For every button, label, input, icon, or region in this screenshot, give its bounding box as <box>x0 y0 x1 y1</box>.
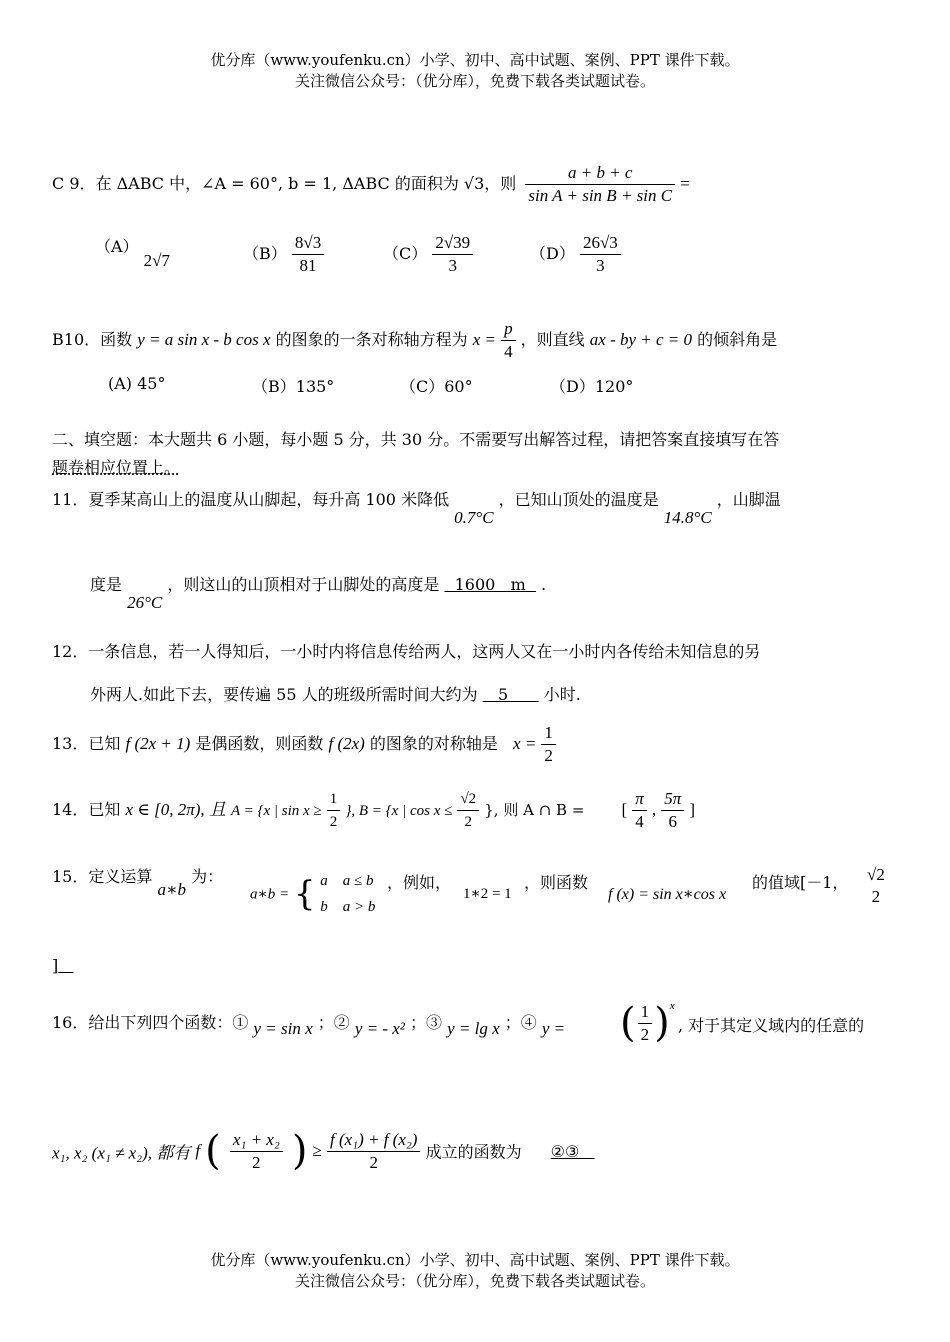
question-11-cont <box>90 572 547 612</box>
q15-operator: a∗b <box>157 880 187 899</box>
q12-line2b: 小时. <box>543 685 581 704</box>
q9-stem: C 9．在 ΔABC 中，∠A = 60°, b = 1, ΔABC 的面积为 √3，则 <box>52 174 517 193</box>
q14-set-b-num: √2 <box>457 788 479 811</box>
q16-rhs-num: f (x₁) + f (x₂) <box>327 1129 420 1152</box>
q12-line1: 12．一条信息，若一人得知后，一小时内将信息传给两人，这两人又在一小时内各传给未知信息的另 <box>52 642 761 661</box>
question-15 <box>52 864 224 899</box>
q12-line2 <box>90 682 581 705</box>
question-16 <box>52 1010 566 1038</box>
q10-axis-frac <box>501 318 516 363</box>
question-13 <box>52 722 556 767</box>
q14-domain: x ∈ [0, 2π), 且 <box>125 800 226 819</box>
q14-text1: 14．已知 <box>52 800 121 819</box>
q9-fraction-den: sin A + sin B + sin C <box>528 186 673 205</box>
q14-answer-num1: π <box>632 788 647 811</box>
q9-option-d-frac <box>580 232 621 277</box>
q14-set-a-den: 2 <box>329 814 338 830</box>
q11-text3: ，山脚温 <box>716 490 781 509</box>
q16-end: 成立的函数为 <box>425 1142 522 1162</box>
q16-f3: y = lg x <box>447 1019 500 1038</box>
q15-close <box>52 956 74 975</box>
q16-rhs-den: 2 <box>369 1152 378 1172</box>
q9-option-d <box>530 232 621 277</box>
q14-answer-num2: 5π <box>661 788 684 811</box>
q16-tail: , 对于其定义域内的任意的 <box>678 1016 865 1035</box>
page-header-line1: 优分库（www.youfenku.cn）小学、初中、高中试题、案例、PPT 课件下载。 <box>210 51 740 69</box>
q11-value-top: 14.8°C <box>663 508 712 527</box>
q10-mid2: ，则直线 <box>520 330 585 349</box>
q16-f4-den: 2 <box>640 1024 650 1044</box>
q16-ineq-ge: ≥ <box>312 1141 322 1160</box>
q11-text1: 11．夏季某高山上的温度从山脚起，每升高 100 米降低 <box>52 490 450 509</box>
q14-set-a-frac <box>327 788 341 833</box>
q9-option-c-num: 2√39 <box>432 232 473 255</box>
q15-answer-num: √2 <box>867 865 885 884</box>
q9-option-b-den: 81 <box>299 256 317 275</box>
q9-option-d-key: （D） <box>530 244 575 263</box>
q13-answer-den: 2 <box>544 746 553 765</box>
q13-text2: 是偶函数，则函数 <box>195 734 324 753</box>
q15-function: f (x) = sin x∗cos x <box>608 886 727 903</box>
q10-function: y = a sin x - b cos x <box>137 330 271 349</box>
q15-text5: 的值域[－1， <box>752 873 849 892</box>
q10-axis-den: 4 <box>504 342 513 361</box>
q14-tail: }, 则 A ∩ B = <box>484 801 585 819</box>
question-16-cont: x₁, x₂ (x₁ ≠ x₂), 都有 f ( $\frac{\text{x₁ + x₂}}{2}$ ) ≥ $\frac{\text{f (x₁) + f (x₂)}}{2}$ 成立的函数为 ②③ <box>52 1128 595 1174</box>
page-footer-line2: 关注微信公众号：（优分库），免费下载各类试题试卷。 <box>294 1272 655 1290</box>
q15-def-lhs: a∗b = <box>250 886 290 903</box>
q15-close-bracket: ] <box>52 956 59 975</box>
q13-text1: 13．已知 <box>52 734 121 753</box>
q9-option-c-frac <box>432 232 473 277</box>
q15-example: 1∗2 = 1 <box>463 886 512 902</box>
q9-option-c <box>383 232 473 277</box>
q16-ineq-num: x₁ + x₂ <box>230 1129 283 1152</box>
q10-prefix: B10．函数 <box>52 330 133 349</box>
q16-sep2: ；② <box>317 1013 350 1032</box>
q15-definition <box>250 868 375 920</box>
q9-equals: = <box>680 174 690 193</box>
q11-end: . <box>541 575 547 594</box>
q9-option-b-frac <box>292 232 324 277</box>
q15-case1: a a ≤ b <box>320 873 374 889</box>
q14-set-a: A = {x | sin x ≥ <box>231 803 322 819</box>
q9-option-b <box>243 232 324 277</box>
q10-option-d: （D）120° <box>550 377 634 396</box>
q11-text5: ，则这山的山顶相对于山脚处的高度是 <box>167 575 440 594</box>
q9-option-b-num: 8√3 <box>292 232 324 255</box>
q16-condition: x₁, x₂ (x₁ ≠ x₂), 都有 <box>52 1143 191 1163</box>
q11-value-drop: 0.7°C <box>454 508 494 527</box>
q14-answer-den1: 4 <box>635 812 644 831</box>
q16-f4-exp: x <box>669 1000 675 1012</box>
q16-answer: ②③ <box>550 1141 595 1161</box>
q13-f1: f (2x + 1) <box>125 734 191 753</box>
q9-option-b-key: （B） <box>243 244 287 263</box>
q14-set-b: }, B = {x | cos x ≤ <box>345 803 453 819</box>
q11-text4: 度是 <box>90 575 123 594</box>
q10-axis-num: p <box>501 318 516 341</box>
q16-sep3: ；③ <box>410 1013 443 1032</box>
section-2-line1: 二、填空题：本大题共 6 小题，每小题 5 分，共 30 分。不需要写出解答过程，请把答案直接填写在答 <box>52 430 780 449</box>
q9-option-d-num: 26√3 <box>580 232 621 255</box>
q16-ineq-f: f <box>195 1141 201 1160</box>
q9-option-c-key: （C） <box>383 244 428 263</box>
q13-answer-lhs: x = <box>513 734 537 753</box>
q10-option-c: （C）60° <box>400 377 473 396</box>
q16-sep4: ；④ <box>504 1013 537 1032</box>
q12-answer: 5 <box>482 685 539 704</box>
q15-answer-blank <box>58 956 73 975</box>
q14-answer-den2: 6 <box>668 812 678 831</box>
q13-answer-frac <box>541 722 556 767</box>
q11-text2: ，已知山顶处的温度是 <box>498 490 659 509</box>
q16-f1: y = sin x <box>253 1019 313 1038</box>
q13-answer-num: 1 <box>541 722 556 745</box>
q13-f2: f (2x) <box>328 734 365 753</box>
q9-option-a <box>95 234 170 270</box>
q14-set-b-frac <box>457 788 479 833</box>
page-footer-line1: 优分库（www.youfenku.cn）小学、初中、高中试题、案例、PPT 课件下载。 <box>210 1251 740 1269</box>
question-9 <box>52 162 690 207</box>
q14-answer-frac2 <box>661 788 684 833</box>
q14-answer-comma: , <box>651 800 657 819</box>
q16-f4-lhs: y = <box>541 1019 566 1038</box>
q14-answer-open: [ <box>621 800 628 819</box>
q11-answer: 1600 m <box>444 575 536 594</box>
q9-fraction-num: a + b + c <box>525 162 675 185</box>
q14-set-b-den: 2 <box>464 814 473 830</box>
q14-answer-close: ] <box>689 800 696 819</box>
q15-brace: { <box>293 874 316 914</box>
page-header-line2: 关注微信公众号：（优分库），免费下载各类试题试卷。 <box>294 72 655 90</box>
question-11 <box>52 487 781 527</box>
q15-answer-frac <box>864 864 888 908</box>
q16-f2: y = - x² <box>354 1019 405 1038</box>
q15-text4: ，则函数 <box>524 873 589 892</box>
question-14 <box>52 788 695 833</box>
q15-case2: b a > b <box>320 899 376 915</box>
q15-answer-den: 2 <box>871 887 881 906</box>
q11-value-base: 26°C <box>127 593 163 612</box>
q10-mid: 的图象的一条对称轴方程为 <box>275 330 468 349</box>
q15-text1: 15．定义运算 <box>52 867 153 886</box>
q10-option-b: （B）135° <box>252 377 335 396</box>
q9-option-a-value: 2√7 <box>143 251 170 270</box>
q15-text3: ，例如， <box>387 873 452 892</box>
q9-fraction <box>525 162 675 207</box>
q10-line: ax - by + c = 0 <box>589 330 693 349</box>
q16-f4-num: 1 <box>638 1001 653 1024</box>
q16-text1: 16．给出下列四个函数：① <box>52 1013 249 1032</box>
q16-f4-expr: ( $\frac{1}{2}$ )$^x$ <box>620 1000 675 1046</box>
q10-axis-lhs: x = <box>472 330 496 349</box>
q16-ineq-den: 2 <box>252 1152 261 1172</box>
q15-cases <box>320 868 375 920</box>
q10-tail: 的倾斜角是 <box>697 330 778 349</box>
q13-text3: 的图象的对称轴是 <box>369 734 498 753</box>
q10-option-a: (A) 45° <box>108 374 166 393</box>
q9-option-d-den: 3 <box>596 256 605 275</box>
q14-set-a-num: 1 <box>327 788 341 811</box>
q14-answer-frac1 <box>632 788 647 833</box>
q12-line2a: 外两人.如此下去，要传遍 55 人的班级所需时间大约为 <box>90 685 478 704</box>
q9-option-a-key: （A） <box>95 237 139 256</box>
question-10 <box>52 318 777 363</box>
section-2-line2: 题卷相应位置上。 <box>52 458 181 477</box>
q15-text2: 为： <box>191 867 224 886</box>
q9-option-c-den: 3 <box>448 256 458 275</box>
